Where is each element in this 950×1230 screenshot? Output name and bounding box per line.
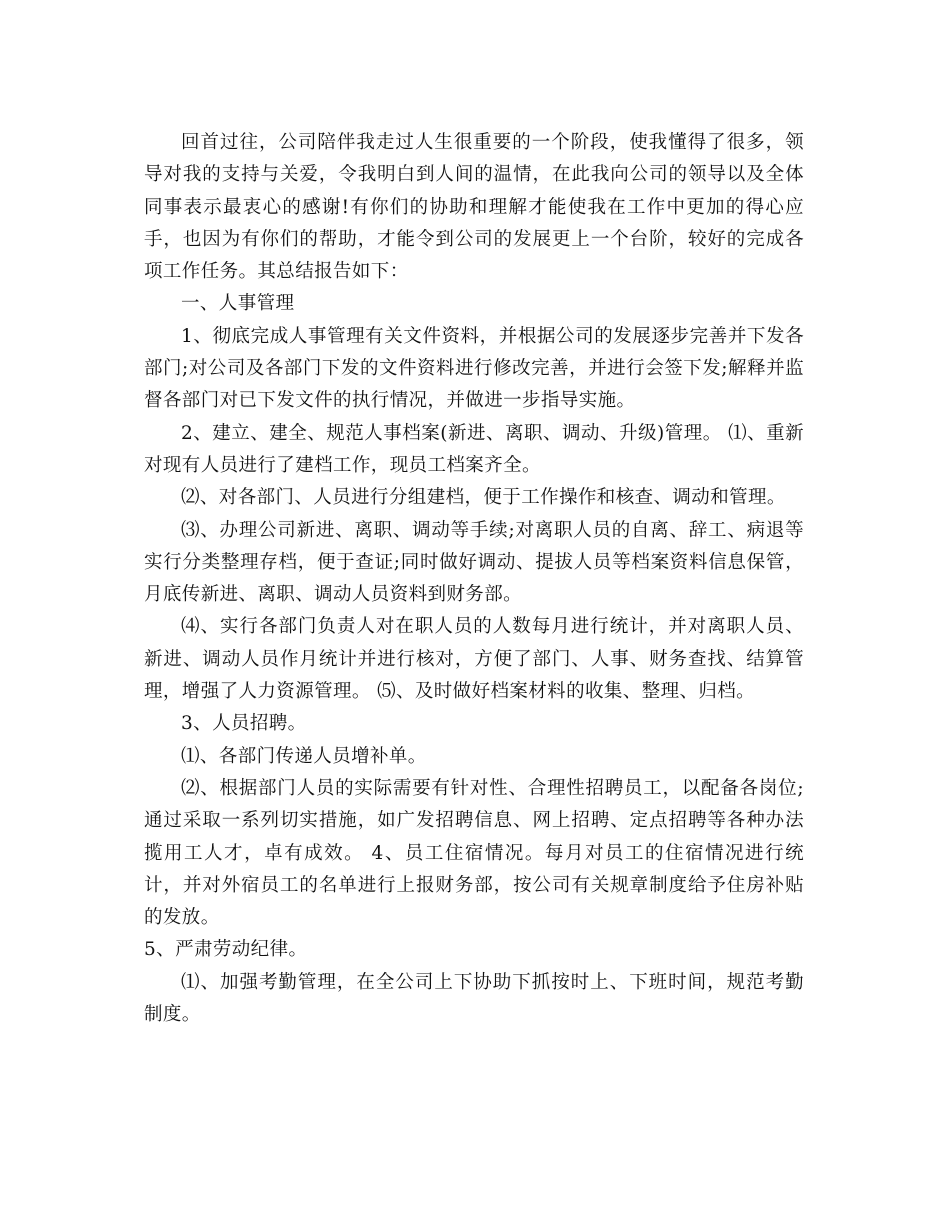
paragraph-item-2-sub-2: ⑵、对各部门、人员进行分组建档，便于工作操作和核查、调动和管理。 xyxy=(181,487,786,509)
paragraph-item-1: 1、彻底完成人事管理有关文件资料，并根据公司的发展逐步完善并下发各部门;对公司及各部门下发的文件资料进行修改完善，并进行会签下发;解释并监督各部门对已下发文件的执行情况，并做进一步指导实施。 xyxy=(144,325,804,412)
heading-personnel-management: 一、人事管理 xyxy=(181,293,295,315)
paragraph-item-2: 2、建立、建全、规范人事档案(新进、离职、调动、升级)管理。 ⑴、重新对现有人员进行了建档工作，现员工档案齐全。 xyxy=(144,422,804,476)
paragraph-item-5-sub-1: ⑴、加强考勤管理，在全公司上下协助下抓按时上、下班时间，规范考勤制度。 xyxy=(144,971,804,1026)
paragraph-intro: 回首过往，公司陪伴我走过人生很重要的一个阶段，使我懂得了很多，领导对我的支持与关爱，令我明白到人间的温情，在此我向公司的领导以及全体同事表示最衷心的感谢!有你们的协助和理解才能使我在工作中更加的得心应手，也因为有你们的帮助，才能令到公司的发展更上一个台阶，较好的完成各项工作任务。其总结报告如下： xyxy=(144,132,804,283)
paragraph-item-5: 5、严肃劳动纪律。 xyxy=(144,939,308,961)
document-body xyxy=(144,127,804,1031)
paragraph-item-3-sub-1: ⑴、各部门传递人员增补单。 xyxy=(181,745,427,767)
paragraph-item-2-sub-3: ⑶、办理公司新进、离职、调动等手续;对离职人员的自离、辞工、病退等实行分类整理存档，便于查证;同时做好调动、提拔人员等档案资料信息保管，月底传新进、离职、调动人员资料到财务部。 xyxy=(144,519,804,606)
paragraph-item-2-sub-4: ⑷、实行各部门负责人对在职人员的人数每月进行统计，并对离职人员、新进、调动人员作月统计并进行核对，方便了部门、人事、财务查找、结算管理，增强了人力资源管理。 ⑸、及时做好档案材料的收集、整理、归档。 xyxy=(144,616,804,703)
paragraph-item-3: 3、人员招聘。 xyxy=(181,713,307,735)
paragraph-item-3-sub-2: ⑵、根据部门人员的实际需要有针对性、合理性招聘员工，以配备各岗位;通过采取一系列切实措施，如广发招聘信息、网上招聘、定点招聘等各种办法揽用工人才，卓有成效。 4、员工住宿情况。每月对员工的住宿情况进行统计，并对外宿员工的名单进行上报财务部，按公司有关规章制度给予住房补贴的发放。 xyxy=(144,777,804,929)
